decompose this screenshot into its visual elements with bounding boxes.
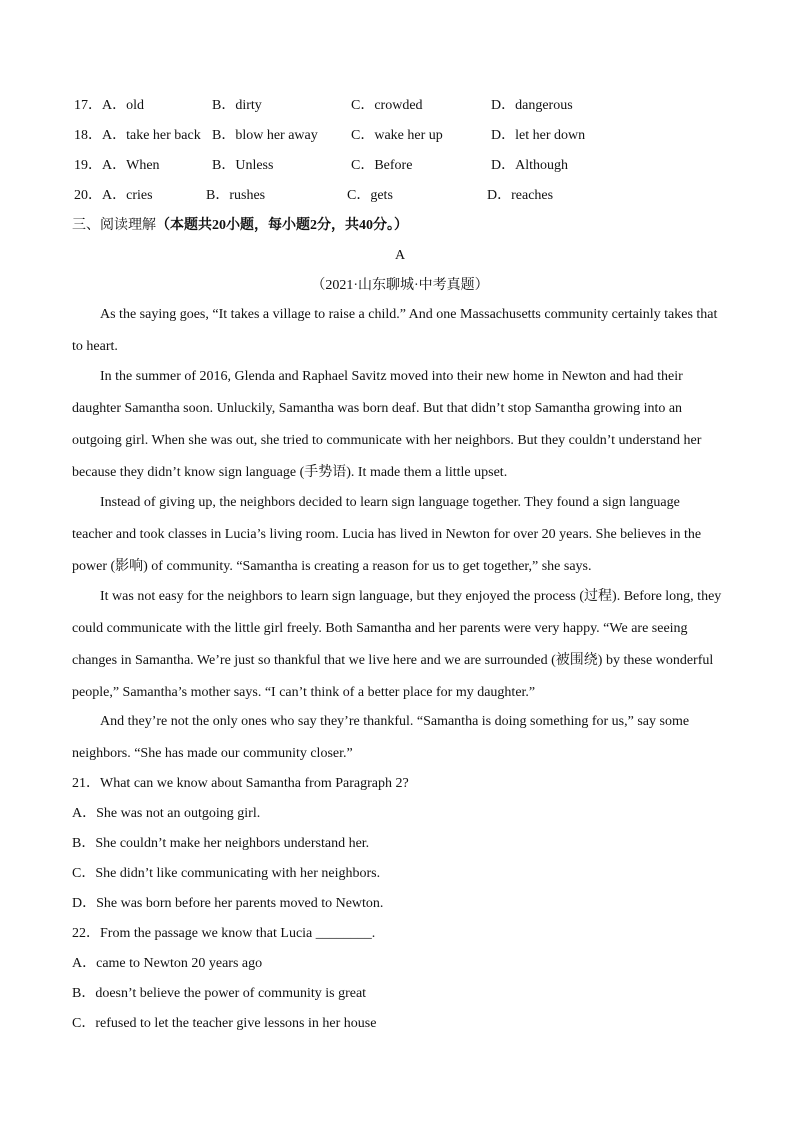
- option-c: C．crowded: [351, 98, 423, 113]
- section-title: 三、阅读理解: [72, 218, 156, 233]
- question-21-choice-a: A．She was not an outgoing girl.: [72, 806, 261, 821]
- option-d: D．reaches: [487, 188, 554, 203]
- paragraph-line: changes in Samantha. We’re just so thankful that we live here and we are surrounded (被围绕) by these wonderful: [72, 653, 714, 668]
- option-d: D．Although: [491, 158, 568, 173]
- option-b: B．Unless: [212, 158, 274, 173]
- section-scoring: （本题共20小题，每小题2分，共40分。）: [156, 218, 408, 233]
- option-a: A．cries: [102, 188, 153, 203]
- section-heading: [72, 216, 408, 236]
- question-22-stem: 22．From the passage we know that Lucia ________.: [72, 926, 376, 941]
- paragraph-line: Instead of giving up, the neighbors decided to learn sign language together. They found a sign language: [100, 495, 680, 510]
- option-a: A．take her back: [102, 128, 201, 143]
- paragraph-line: to heart.: [72, 339, 118, 354]
- option-a: A．old: [102, 98, 144, 113]
- question-number: 17．: [74, 98, 102, 113]
- question-22-choice-b: B．doesn’t believe the power of community is great: [72, 986, 367, 1001]
- question-21-stem: 21．What can we know about Samantha from Paragraph 2?: [72, 776, 409, 791]
- paragraph-line: because they didn’t know sign language (手势语). It made them a little upset.: [72, 465, 508, 480]
- option-c: C．wake her up: [351, 128, 443, 143]
- question-21-choice-c: C．She didn’t like communicating with her neighbors.: [72, 866, 381, 881]
- paragraph-line: And they’re not the only ones who say they’re thankful. “Samantha is doing something for us,” say some: [100, 714, 690, 729]
- question-options-18: [74, 126, 734, 146]
- question-options-17: [74, 96, 734, 116]
- paragraph-line: outgoing girl. When she was out, she tried to communicate with her neighbors. But they couldn’t understand her: [72, 433, 702, 448]
- question-22-choice-a: A．came to Newton 20 years ago: [72, 956, 263, 971]
- paragraph-line: people,” Samantha’s mother says. “I can’t think of a better place for my daughter.”: [72, 685, 536, 700]
- option-b: B．blow her away: [212, 128, 318, 143]
- question-number: 18．: [74, 128, 102, 143]
- paragraph-line: In the summer of 2016, Glenda and Raphael Savitz moved into their new home in Newton and had their: [100, 369, 683, 384]
- option-d: D．dangerous: [491, 98, 573, 113]
- paragraph-line: power (影响) of community. “Samantha is creating a reason for us to get together,” she says.: [72, 559, 592, 574]
- paragraph-line: It was not easy for the neighbors to learn sign language, but they enjoyed the process (过程). Before long, they: [100, 589, 722, 604]
- paragraph-line: could communicate with the little girl freely. Both Samantha and her parents were very happy. “We are seeing: [72, 621, 688, 636]
- passage-letter: A: [394, 248, 406, 263]
- question-21-choice-d: D．She was born before her parents moved to Newton.: [72, 896, 384, 911]
- option-d: D．let her down: [491, 128, 586, 143]
- option-c: C．Before: [351, 158, 413, 173]
- question-22-choice-c: C．refused to let the teacher give lessons in her house: [72, 1016, 377, 1031]
- paragraph-line: As the saying goes, “It takes a village to raise a child.” And one Massachusetts community certainly takes that: [100, 307, 718, 322]
- question-options-19: [74, 156, 734, 176]
- option-b: B．rushes: [206, 188, 266, 203]
- paragraph-line: teacher and took classes in Lucia’s living room. Lucia has lived in Newton for over 20 years. She believes in the: [72, 527, 702, 542]
- paragraph-line: daughter Samantha soon. Unluckily, Samantha was born deaf. But that didn’t stop Samantha growing into an: [72, 401, 683, 416]
- passage-source: （2021·山东聊城·中考真题）: [311, 278, 489, 293]
- paragraph-line: neighbors. “She has made our community closer.”: [72, 746, 353, 761]
- question-number: 19．: [74, 158, 102, 173]
- question-number: 20．: [74, 188, 102, 203]
- question-options-20: [74, 186, 734, 206]
- question-21-choice-b: B．She couldn’t make her neighbors understand her.: [72, 836, 370, 851]
- option-c: C．gets: [347, 188, 393, 203]
- option-a: A．When: [102, 158, 160, 173]
- option-b: B．dirty: [212, 98, 262, 113]
